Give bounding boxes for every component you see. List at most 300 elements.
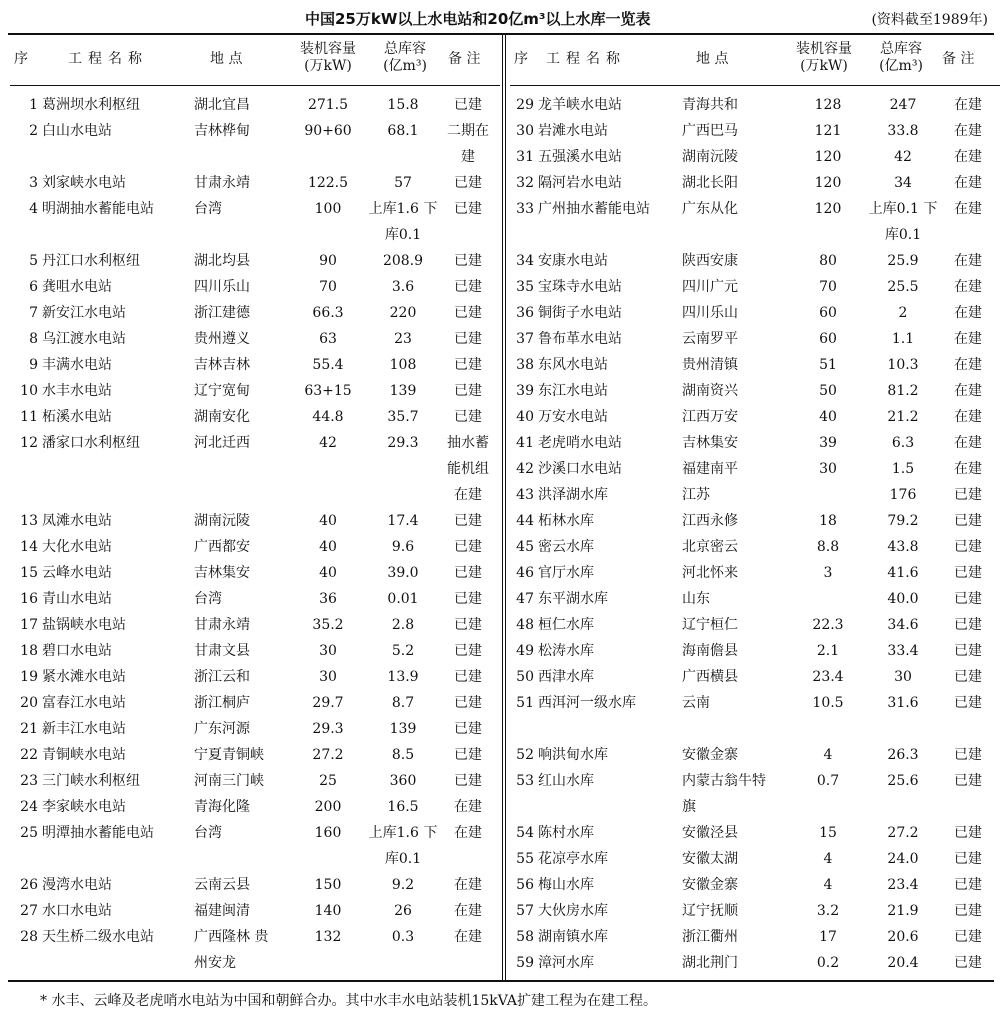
storage: 8.5 bbox=[391, 747, 415, 763]
project-name: 新丰江水电站 bbox=[42, 721, 126, 737]
note: 已建 bbox=[454, 643, 482, 659]
capacity: 27.2 bbox=[312, 747, 344, 763]
storage: 1.5 bbox=[891, 461, 915, 477]
storage: 9.2 bbox=[391, 877, 415, 893]
capacity: 40 bbox=[319, 565, 337, 581]
row-number: 24 bbox=[20, 799, 38, 815]
project-name: 碧口水电站 bbox=[42, 643, 112, 659]
row-number: 17 bbox=[20, 617, 38, 633]
row-number: 7 bbox=[29, 305, 38, 321]
table-row bbox=[10, 924, 500, 976]
project-name: 鲁布革水电站 bbox=[538, 331, 622, 347]
capacity: 44.8 bbox=[312, 409, 344, 425]
header-capacity-line1: 装机容量 bbox=[300, 41, 356, 57]
storage: 13.9 bbox=[387, 669, 419, 685]
capacity: 29.3 bbox=[312, 721, 344, 737]
capacity: 42 bbox=[319, 435, 337, 451]
left-table bbox=[10, 35, 500, 980]
note: 已建 bbox=[454, 565, 482, 581]
header-storage-line1: 总库容 bbox=[384, 41, 426, 57]
capacity: 271.5 bbox=[307, 97, 349, 113]
note: 已建 bbox=[954, 643, 982, 659]
storage: 10.3 bbox=[887, 357, 919, 373]
capacity: 36 bbox=[319, 591, 337, 607]
header-no: 序 bbox=[14, 51, 28, 67]
project-name: 大伙房水库 bbox=[538, 903, 608, 919]
location: 内蒙古翁牛特旗 bbox=[682, 773, 766, 815]
table-row bbox=[10, 352, 500, 378]
storage: 42 bbox=[894, 149, 912, 165]
capacity: 50 bbox=[819, 383, 837, 399]
row-number: 58 bbox=[516, 929, 534, 945]
project-name: 东风水电站 bbox=[538, 357, 608, 373]
row-number: 22 bbox=[20, 747, 38, 763]
location: 青海化隆 bbox=[194, 799, 250, 815]
capacity: 17 bbox=[819, 929, 837, 945]
project-name: 柘林水库 bbox=[538, 513, 594, 529]
project-name: 李家峡水电站 bbox=[42, 799, 126, 815]
location: 广西都安 bbox=[194, 539, 250, 555]
storage: 33.4 bbox=[887, 643, 919, 659]
storage: 68.1 bbox=[387, 123, 419, 139]
project-name: 洪泽湖水库 bbox=[538, 487, 608, 503]
note: 已建 bbox=[454, 539, 482, 555]
storage: 31.6 bbox=[887, 695, 919, 711]
location: 台湾 bbox=[194, 201, 222, 217]
row-number: 16 bbox=[20, 591, 38, 607]
table-row bbox=[510, 170, 1000, 196]
row-number: 9 bbox=[29, 357, 38, 373]
location: 甘肃文县 bbox=[194, 643, 250, 659]
table-row bbox=[510, 456, 1000, 482]
table-row bbox=[510, 378, 1000, 404]
note: 已建 bbox=[454, 305, 482, 321]
location: 甘肃永靖 bbox=[194, 617, 250, 633]
capacity: 0.7 bbox=[816, 773, 840, 789]
note: 已建 bbox=[954, 513, 982, 529]
row-number: 36 bbox=[516, 305, 534, 321]
header-storage bbox=[372, 41, 438, 75]
row-number: 11 bbox=[20, 409, 38, 425]
project-name: 梅山水库 bbox=[538, 877, 594, 893]
row-number: 12 bbox=[20, 435, 38, 451]
storage: 23.4 bbox=[887, 877, 919, 893]
capacity: 150 bbox=[314, 877, 342, 893]
note: 在建 bbox=[954, 201, 982, 217]
location: 宁夏青铜峡 bbox=[194, 747, 264, 763]
project-name: 龙羊峡水电站 bbox=[538, 97, 622, 113]
location: 河北怀来 bbox=[682, 565, 738, 581]
row-number: 6 bbox=[29, 279, 38, 295]
capacity: 0.2 bbox=[816, 955, 840, 971]
row-number: 18 bbox=[20, 643, 38, 659]
note: 在建 bbox=[454, 825, 482, 841]
capacity: 55.4 bbox=[312, 357, 344, 373]
row-number: 42 bbox=[516, 461, 534, 477]
note: 已建 bbox=[454, 357, 482, 373]
capacity: 30 bbox=[819, 461, 837, 477]
project-name: 盐锅峡水电站 bbox=[42, 617, 126, 633]
table-row bbox=[10, 170, 500, 196]
note: 已建 bbox=[954, 773, 982, 789]
location: 广西巴马 bbox=[682, 123, 738, 139]
storage: 16.5 bbox=[387, 799, 419, 815]
location: 湖北长阳 bbox=[682, 175, 738, 191]
storage: 176 bbox=[889, 487, 917, 503]
row-number: 10 bbox=[20, 383, 38, 399]
right-table bbox=[510, 35, 1000, 980]
note: 抽水蓄能机组在建 bbox=[447, 435, 489, 503]
row-number: 29 bbox=[516, 97, 534, 113]
note: 已建 bbox=[454, 591, 482, 607]
storage: 27.2 bbox=[887, 825, 919, 841]
storage: 9.6 bbox=[391, 539, 415, 555]
note: 在建 bbox=[454, 903, 482, 919]
table-row bbox=[510, 768, 1000, 820]
table-row bbox=[10, 196, 500, 248]
note: 已建 bbox=[954, 955, 982, 971]
capacity: 90+60 bbox=[304, 123, 352, 139]
location: 陕西安康 bbox=[682, 253, 738, 269]
capacity: 30 bbox=[319, 669, 337, 685]
capacity: 3 bbox=[823, 565, 833, 581]
row-number: 31 bbox=[516, 149, 534, 165]
note: 已建 bbox=[954, 877, 982, 893]
storage: 57 bbox=[394, 175, 412, 191]
table-row bbox=[10, 534, 500, 560]
table-title: 中国25万kW以上水电站和20亿m³以上水库一览表 bbox=[305, 10, 651, 28]
header-note: 备 注 bbox=[448, 51, 481, 67]
capacity: 120 bbox=[814, 149, 842, 165]
table-row bbox=[510, 560, 1000, 586]
capacity: 60 bbox=[819, 305, 837, 321]
storage: 40.0 bbox=[887, 591, 919, 607]
project-name: 官厅水库 bbox=[538, 565, 594, 581]
capacity: 10.5 bbox=[812, 695, 844, 711]
project-name: 三门峡水利枢纽 bbox=[42, 773, 140, 789]
header-capacity bbox=[788, 41, 860, 75]
project-name: 丹江口水利枢纽 bbox=[42, 253, 140, 269]
note: 已建 bbox=[954, 591, 982, 607]
row-number: 49 bbox=[516, 643, 534, 659]
table-row bbox=[10, 638, 500, 664]
row-number: 44 bbox=[516, 513, 534, 529]
table-row bbox=[10, 742, 500, 768]
location: 海南儋县 bbox=[682, 643, 738, 659]
project-name: 富春江水电站 bbox=[42, 695, 126, 711]
location: 湖南安化 bbox=[194, 409, 250, 425]
table-row bbox=[10, 690, 500, 716]
note: 已建 bbox=[454, 695, 482, 711]
storage: 8.7 bbox=[391, 695, 415, 711]
table-row bbox=[10, 378, 500, 404]
capacity: 128 bbox=[814, 97, 842, 113]
location: 湖北宜昌 bbox=[194, 97, 250, 113]
project-name: 沙溪口水电站 bbox=[538, 461, 622, 477]
row-number: 30 bbox=[516, 123, 534, 139]
location: 吉林吉林 bbox=[194, 357, 250, 373]
row-number: 41 bbox=[516, 435, 534, 451]
row-number: 46 bbox=[516, 565, 534, 581]
row-number: 45 bbox=[516, 539, 534, 555]
note: 在建 bbox=[454, 799, 482, 815]
storage: 139 bbox=[389, 383, 417, 399]
row-number: 56 bbox=[516, 877, 534, 893]
header-location: 地 点 bbox=[696, 51, 729, 67]
note: 在建 bbox=[954, 279, 982, 295]
location: 湖南资兴 bbox=[682, 383, 738, 399]
row-number: 57 bbox=[516, 903, 534, 919]
storage: 29.3 bbox=[387, 435, 419, 451]
location: 江西万安 bbox=[682, 409, 738, 425]
project-name: 凤滩水电站 bbox=[42, 513, 112, 529]
capacity: 22.3 bbox=[812, 617, 844, 633]
location: 湖北荆门 bbox=[682, 955, 738, 971]
table-row bbox=[510, 950, 1000, 976]
project-name: 云峰水电站 bbox=[42, 565, 112, 581]
table-row bbox=[510, 664, 1000, 690]
location: 贵州清镇 bbox=[682, 357, 738, 373]
storage: 6.3 bbox=[891, 435, 915, 451]
table-row bbox=[510, 898, 1000, 924]
note: 在建 bbox=[954, 409, 982, 425]
note: 在建 bbox=[454, 929, 482, 945]
location: 云南云县 bbox=[194, 877, 250, 893]
storage: 3.6 bbox=[391, 279, 415, 295]
capacity: 40 bbox=[319, 513, 337, 529]
storage: 21.2 bbox=[887, 409, 919, 425]
project-name: 湖南镇水库 bbox=[538, 929, 608, 945]
row-number: 2 bbox=[29, 123, 38, 139]
capacity: 4 bbox=[823, 877, 833, 893]
storage: 247 bbox=[889, 97, 917, 113]
table-row bbox=[10, 794, 500, 820]
project-name: 白山水电站 bbox=[42, 123, 112, 139]
capacity: 29.7 bbox=[312, 695, 344, 711]
storage: 108 bbox=[389, 357, 417, 373]
project-name: 新安江水电站 bbox=[42, 305, 126, 321]
capacity: 15 bbox=[819, 825, 837, 841]
location: 安徽金寨 bbox=[682, 877, 738, 893]
storage: 15.8 bbox=[387, 97, 419, 113]
capacity: 40 bbox=[319, 539, 337, 555]
note: 在建 bbox=[954, 305, 982, 321]
location: 广西横县 bbox=[682, 669, 738, 685]
storage: 26 bbox=[394, 903, 412, 919]
project-name: 东江水电站 bbox=[538, 383, 608, 399]
project-name: 漫湾水电站 bbox=[42, 877, 112, 893]
location: 江西永修 bbox=[682, 513, 738, 529]
location: 四川乐山 bbox=[194, 279, 250, 295]
table-row bbox=[510, 820, 1000, 846]
location: 辽宁抚顺 bbox=[682, 903, 738, 919]
note: 在建 bbox=[954, 383, 982, 399]
capacity: 63+15 bbox=[304, 383, 352, 399]
note: 在建 bbox=[454, 877, 482, 893]
storage: 5.2 bbox=[391, 643, 415, 659]
location: 山东 bbox=[682, 591, 710, 607]
storage: 25.9 bbox=[887, 253, 919, 269]
storage: 43.8 bbox=[887, 539, 919, 555]
location: 吉林集安 bbox=[682, 435, 738, 451]
note: 已建 bbox=[454, 383, 482, 399]
location: 台湾 bbox=[194, 825, 222, 841]
capacity: 4 bbox=[823, 851, 833, 867]
project-name: 水丰水电站 bbox=[42, 383, 112, 399]
project-name: 明潭抽水蓄能电站 bbox=[42, 825, 154, 841]
storage: 1.1 bbox=[891, 331, 915, 347]
storage: 25.5 bbox=[887, 279, 919, 295]
location: 云南 bbox=[682, 695, 710, 711]
project-name: 陈村水库 bbox=[538, 825, 594, 841]
note: 已建 bbox=[954, 929, 982, 945]
capacity: 8.8 bbox=[816, 539, 840, 555]
table-row bbox=[10, 586, 500, 612]
table-row bbox=[10, 508, 500, 534]
row-number: 26 bbox=[20, 877, 38, 893]
location: 广东河源 bbox=[194, 721, 250, 737]
row-number: 33 bbox=[516, 201, 534, 217]
table-row bbox=[10, 404, 500, 430]
row-number: 48 bbox=[516, 617, 534, 633]
storage: 360 bbox=[389, 773, 417, 789]
project-name: 五强溪水电站 bbox=[538, 149, 622, 165]
left-header bbox=[10, 35, 500, 86]
project-name: 乌江渡水电站 bbox=[42, 331, 126, 347]
storage: 20.6 bbox=[887, 929, 919, 945]
row-number: 54 bbox=[516, 825, 534, 841]
storage: 79.2 bbox=[887, 513, 919, 529]
note: 已建 bbox=[454, 253, 482, 269]
location: 湖南沅陵 bbox=[194, 513, 250, 529]
note: 已建 bbox=[454, 201, 482, 217]
capacity: 70 bbox=[819, 279, 837, 295]
footnote: * 水丰、云峰及老虎哨水电站为中国和朝鲜合办。其中水丰水电站装机15kVA扩建工程为在建工程。 bbox=[40, 993, 658, 1009]
row-number: 52 bbox=[516, 747, 534, 763]
location: 河南三门峡 bbox=[194, 773, 264, 789]
project-name: 宝珠寺水电站 bbox=[538, 279, 622, 295]
project-name: 龚咀水电站 bbox=[42, 279, 112, 295]
location: 四川广元 bbox=[682, 279, 738, 295]
row-number: 51 bbox=[516, 695, 534, 711]
table-row bbox=[10, 664, 500, 690]
note: 已建 bbox=[454, 617, 482, 633]
location: 江苏 bbox=[682, 487, 710, 503]
location: 安徽太湖 bbox=[682, 851, 738, 867]
note: 在建 bbox=[954, 97, 982, 113]
source-note: (资料截至1989年) bbox=[871, 12, 988, 28]
note: 已建 bbox=[954, 539, 982, 555]
row-number: 13 bbox=[20, 513, 38, 529]
table-row bbox=[10, 872, 500, 898]
storage: 21.9 bbox=[887, 903, 919, 919]
capacity: 3.2 bbox=[816, 903, 840, 919]
note: 已建 bbox=[454, 747, 482, 763]
table-row bbox=[510, 872, 1000, 898]
row-number: 39 bbox=[516, 383, 534, 399]
note: 在建 bbox=[954, 331, 982, 347]
storage: 41.6 bbox=[887, 565, 919, 581]
table-row bbox=[10, 612, 500, 638]
project-name: 天生桥二级水电站 bbox=[42, 929, 154, 945]
location: 福建南平 bbox=[682, 461, 738, 477]
storage: 上库1.6 下库0.1 bbox=[368, 201, 438, 243]
row-number: 47 bbox=[516, 591, 534, 607]
capacity: 70 bbox=[319, 279, 337, 295]
storage: 24.0 bbox=[887, 851, 919, 867]
header-name: 工程名称 bbox=[68, 51, 148, 67]
location: 福建闽清 bbox=[194, 903, 250, 919]
row-number: 5 bbox=[29, 253, 38, 269]
storage: 20.4 bbox=[887, 955, 919, 971]
note: 已建 bbox=[954, 669, 982, 685]
capacity: 25 bbox=[319, 773, 337, 789]
capacity: 90 bbox=[319, 253, 337, 269]
location: 安徽泾县 bbox=[682, 825, 738, 841]
storage: 81.2 bbox=[887, 383, 919, 399]
capacity: 160 bbox=[314, 825, 342, 841]
project-name: 青铜峡水电站 bbox=[42, 747, 126, 763]
header-capacity bbox=[292, 41, 364, 75]
capacity: 30 bbox=[319, 643, 337, 659]
row-number: 21 bbox=[20, 721, 38, 737]
table-row bbox=[10, 768, 500, 794]
project-name: 东平湖水库 bbox=[538, 591, 608, 607]
table-row bbox=[510, 300, 1000, 326]
capacity: 35.2 bbox=[312, 617, 344, 633]
project-name: 刘家峡水电站 bbox=[42, 175, 126, 191]
row-number: 38 bbox=[516, 357, 534, 373]
capacity: 120 bbox=[814, 201, 842, 217]
row-number: 35 bbox=[516, 279, 534, 295]
note: 已建 bbox=[454, 97, 482, 113]
capacity: 2.1 bbox=[816, 643, 840, 659]
note: 已建 bbox=[454, 513, 482, 529]
project-name: 老虎哨水电站 bbox=[538, 435, 622, 451]
location: 浙江桐庐 bbox=[194, 695, 250, 711]
storage: 23 bbox=[394, 331, 412, 347]
table-row bbox=[510, 404, 1000, 430]
capacity: 200 bbox=[314, 799, 342, 815]
note: 已建 bbox=[954, 903, 982, 919]
location: 广西隆林 贵州安龙 bbox=[194, 929, 269, 971]
table-row bbox=[10, 716, 500, 742]
note: 在建 bbox=[954, 149, 982, 165]
note: 在建 bbox=[954, 461, 982, 477]
project-name: 柘溪水电站 bbox=[42, 409, 112, 425]
row-number: 25 bbox=[20, 825, 38, 841]
location: 湖南沅陵 bbox=[682, 149, 738, 165]
project-name: 万安水电站 bbox=[538, 409, 608, 425]
row-number: 20 bbox=[20, 695, 38, 711]
table-row bbox=[510, 326, 1000, 352]
note: 已建 bbox=[954, 851, 982, 867]
storage: 25.6 bbox=[887, 773, 919, 789]
note: 在建 bbox=[954, 435, 982, 451]
storage: 39.0 bbox=[387, 565, 419, 581]
storage: 2 bbox=[898, 305, 908, 321]
note: 已建 bbox=[454, 721, 482, 737]
storage: 34.6 bbox=[887, 617, 919, 633]
table-row bbox=[510, 144, 1000, 170]
note: 已建 bbox=[454, 669, 482, 685]
header-name: 工程名称 bbox=[546, 51, 626, 67]
row-number: 53 bbox=[516, 773, 534, 789]
table-row bbox=[510, 248, 1000, 274]
storage: 17.4 bbox=[387, 513, 419, 529]
header-capacity-line1: 装机容量 bbox=[796, 41, 852, 57]
location: 四川乐山 bbox=[682, 305, 738, 321]
